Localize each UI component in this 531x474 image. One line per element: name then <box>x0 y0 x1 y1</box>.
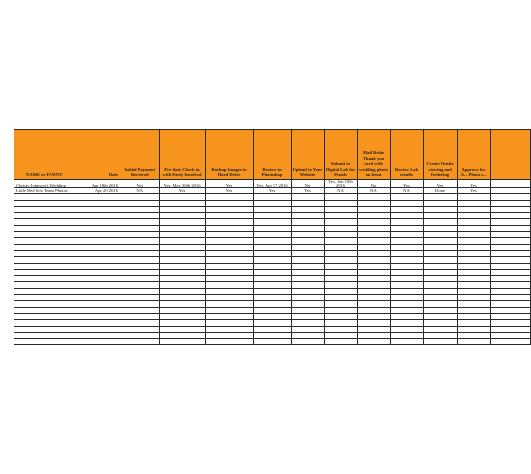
cell[interactable]: Yes, Jun 17 2016 <box>253 180 291 188</box>
column-header-mail-thank-you[interactable]: Mail Bride Thank you card with wedding photo on front <box>357 130 390 180</box>
event-tracking-table <box>14 129 531 345</box>
cell[interactable]: NA <box>324 188 357 194</box>
column-header-name[interactable]: NAME or EVENT <box>14 130 84 180</box>
cell[interactable]: Yes <box>205 188 253 194</box>
column-header-upload-website[interactable]: Upload to Your Website <box>291 130 324 180</box>
empty-cell[interactable] <box>390 339 423 345</box>
column-header-blank[interactable] <box>490 130 530 180</box>
cell[interactable]: Yes <box>205 180 253 188</box>
empty-cell[interactable] <box>253 339 291 345</box>
cell[interactable]: Done <box>423 188 457 194</box>
empty-cell[interactable] <box>291 339 324 345</box>
cell[interactable]: Yes, May 30th 2016 <box>159 180 205 188</box>
column-header-date[interactable]: Date <box>84 130 121 180</box>
empty-cell[interactable] <box>457 339 490 345</box>
column-header-approve[interactable]: Approve for A... Photo s... <box>457 130 490 180</box>
table-row <box>14 180 530 188</box>
empty-cell[interactable] <box>357 339 390 345</box>
empty-cell[interactable] <box>490 339 530 345</box>
column-header-onsite-viewing[interactable]: Create Onsite viewing and Ordering <box>423 130 457 180</box>
column-header-initial-payment[interactable]: Initial Payment Received <box>121 130 159 180</box>
spreadsheet <box>14 129 487 342</box>
empty-row <box>14 339 530 345</box>
cell[interactable]: Yes <box>423 180 457 188</box>
cell[interactable]: NA <box>121 188 159 194</box>
cell[interactable]: Yes <box>159 188 205 194</box>
empty-cell[interactable] <box>423 339 457 345</box>
cell[interactable]: Yes <box>291 188 324 194</box>
column-header-backup-images[interactable]: Backup Images to Hard Drive <box>205 130 253 180</box>
empty-cell[interactable] <box>121 339 159 345</box>
cell[interactable]: Apr 20 2016 <box>84 188 121 194</box>
cell[interactable]: No <box>291 180 324 188</box>
column-header-pre-date-check[interactable]: Pre-date Check in with Party Involved <box>159 130 205 180</box>
cell[interactable]: Christy Johnson's Wedding <box>14 180 84 188</box>
cell[interactable]: Yes <box>457 188 490 194</box>
cell[interactable]: Little Red Sox Team Photos <box>14 188 84 194</box>
cell[interactable]: Yes <box>390 180 423 188</box>
empty-cell[interactable] <box>324 339 357 345</box>
cell[interactable]: Jun 18th 2016 <box>84 180 121 188</box>
header-row <box>14 130 530 180</box>
empty-cell[interactable] <box>84 339 121 345</box>
column-header-review-lab[interactable]: Review Lab results <box>390 130 423 180</box>
empty-cell[interactable] <box>205 339 253 345</box>
empty-cell[interactable] <box>159 339 205 345</box>
column-header-review-photoshop[interactable]: Review in Photoshop <box>253 130 291 180</box>
cell[interactable]: NA <box>390 188 423 194</box>
cell[interactable]: Yes <box>121 180 159 188</box>
column-header-submit-lab[interactable]: Submit to Digital Lab for Proofs <box>324 130 357 180</box>
cell[interactable]: Yes <box>457 180 490 188</box>
cell[interactable]: Yes <box>253 188 291 194</box>
empty-cell[interactable] <box>14 339 84 345</box>
cell[interactable]: No <box>357 180 390 188</box>
cell[interactable]: NA <box>357 188 390 194</box>
cell[interactable]: Yes, Jun 18th 2016 <box>324 180 357 188</box>
cell[interactable] <box>490 180 530 188</box>
